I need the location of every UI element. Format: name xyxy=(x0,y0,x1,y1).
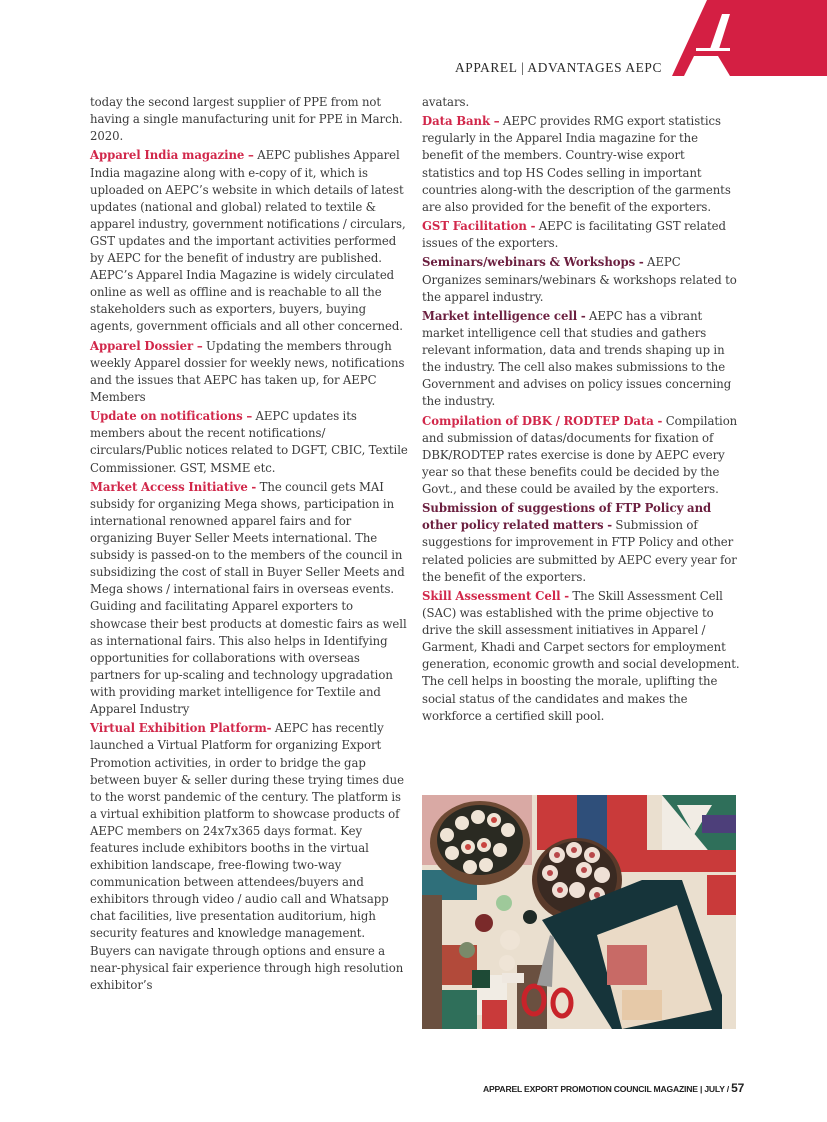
section-heading: Apparel Dossier – xyxy=(90,338,203,353)
paragraph-market-access-initiative: Market Access Initiative - The council gets MAI subsidy for organizing Mega shows, participation in international renowned apparel fairs and for organizing Buyer Seller Meets international. The subsidy is passed-on to the members of the council in subsidizing the cost of stall in Buyer Seller Meets and Mega shows / international fairs in overseas events. Guiding and facilitating Apparel exporters to showcase their best products at domestic fairs as well as international fairs. This also helps in Identifying opportunities for collaborations with overseas partners for up-scaling and technology upgradation with providing market intelligence for Textile and Apparel Industry xyxy=(90,479,407,717)
paragraph-data-bank: Data Bank – AEPC provides RMG export statistics regularly in the Apparel India magazine for the benefit of the members. Country-wise export statistics and top HS Codes selling in important countries along-with the description of the garments are also provided for the benefit of the exporters. xyxy=(422,114,731,214)
paragraph-skill-assessment-cell: Skill Assessment Cell - The Skill Assessment Cell (SAC) was established with the prime objective to drive the skill assessment initiatives in Apparel / Garment, Khadi and Carpet sectors for employment generation, economic growth and social development. The cell helps in boosting the morale, uplifting the social status of the candidates and makes the workforce a certified skill pool. xyxy=(422,588,740,723)
quilt-sewing-photo xyxy=(422,795,736,1029)
paragraph-ppe-continuation: today the second largest supplier of PPE from not having a single manufacturing unit for PPE in March. 2020. xyxy=(90,95,403,144)
section-heading: Market intelligence cell - xyxy=(422,308,586,323)
section-heading: Compilation of DBK / RODTEP Data - xyxy=(422,413,663,428)
section-heading: Seminars/webinars & Workshops - xyxy=(422,255,644,270)
section-heading: Market Access Initiative - xyxy=(90,479,257,494)
right-column xyxy=(422,94,740,727)
section-heading: Data Bank – xyxy=(422,114,500,129)
page-footer xyxy=(483,1081,744,1095)
paragraph-seminars-webinars: Seminars/webinars & Workshops - AEPC Organizes seminars/webinars & workshops related to the apparel industry. xyxy=(422,255,737,304)
paragraph-market-intelligence-cell: Market intelligence cell - AEPC has a vibrant market intelligence cell that studies and gathers relevant information, data and trends shaping up in the industry. The cell also makes submissions to the Government and advises on policy issues concerning the industry. xyxy=(422,308,732,409)
paragraph-apparel-india-magazine: Apparel India magazine – AEPC publishes Apparel India magazine along with e-copy of it, which is uploaded on AEPC’s website in which details of latest updates (national and global) related to textile & apparel industry, government notifications / circulars, GST updates and the important activities performed by AEPC for the benefit of industry are published. AEPC’s Apparel India Magazine is widely circulated online as well as offline and is reachable to all the stakeholders such as exporters, buyers, buying agents, government officials and all other concerned. xyxy=(90,148,406,334)
paragraph-ftp-policy: Submission of suggestions of FTP Policy and other policy related matters - Submission of suggestions for improvement in FTP Policy and other related policies are submitted by AEPC every year for the benefit of the exporters. xyxy=(422,501,737,584)
running-head: APPAREL | ADVANTAGES AEPC xyxy=(455,60,662,75)
photo-illustration xyxy=(422,795,736,1029)
left-column xyxy=(90,94,408,996)
section-heading: Virtual Exhibition Platform- xyxy=(90,721,272,736)
section-heading: Skill Assessment Cell - xyxy=(422,588,570,603)
paragraph-dbk-rodtep: Compilation of DBK / RODTEP Data - Compilation and submission of datas/documents for fixation of DBK/RODTEP rates exercise is done by AEPC every year so that these benefits could be decided by the Govt., and these could be availed by the exporters. xyxy=(422,413,738,496)
paragraph-update-on-notifications: Update on notifications – AEPC updates its members about the recent notifications/ circulars/Public notices related to DGFT, CBIC, Textile Commissioner. GST, MSME etc. xyxy=(90,409,408,475)
page-number: 57 xyxy=(731,1081,745,1095)
section-heading: Apparel India magazine – xyxy=(90,148,254,163)
red-letter-a-logo-icon xyxy=(672,0,827,76)
section-heading: GST Facilitation - xyxy=(422,219,536,234)
section-heading: Update on notifications – xyxy=(90,409,253,424)
paragraph-avatars-continuation: avatars. xyxy=(422,95,470,109)
paragraph-virtual-exhibition-platform: Virtual Exhibition Platform- AEPC has recently launched a Virtual Platform for organizing Export Promotion activities, in order to bridge the gap between buyer & seller during these trying times due to the worst pandemic of the century. The platform is a virtual exhibition platform to showcase products of AEPC members on 24x7x365 days format. Key features include exhibitors booths in the virtual exhibition landscape, free-flowing two-way communication between attendees/buyers and exhibitors through video / audio call and Whatsapp chat facilities, live presentation auditorium, high security features and knowledge management. Buyers can navigate through options and ensure a near-physical fair experience through high resolution exhibitor’s xyxy=(90,721,404,992)
footer-publication: APPAREL EXPORT PROMOTION COUNCIL MAGAZINE | JULY / xyxy=(483,1084,732,1094)
paragraph-gst-facilitation: GST Facilitation - AEPC is facilitating GST related issues of the exporters. xyxy=(422,219,726,251)
section-heading: Submission of suggestions of FTP Policy and other policy related matters - xyxy=(422,501,712,533)
paragraph-apparel-dossier: Apparel Dossier – Updating the members through weekly Apparel dossier for weekly news, notifications and the issues that AEPC has taken up, for AEPC Members xyxy=(90,338,405,404)
